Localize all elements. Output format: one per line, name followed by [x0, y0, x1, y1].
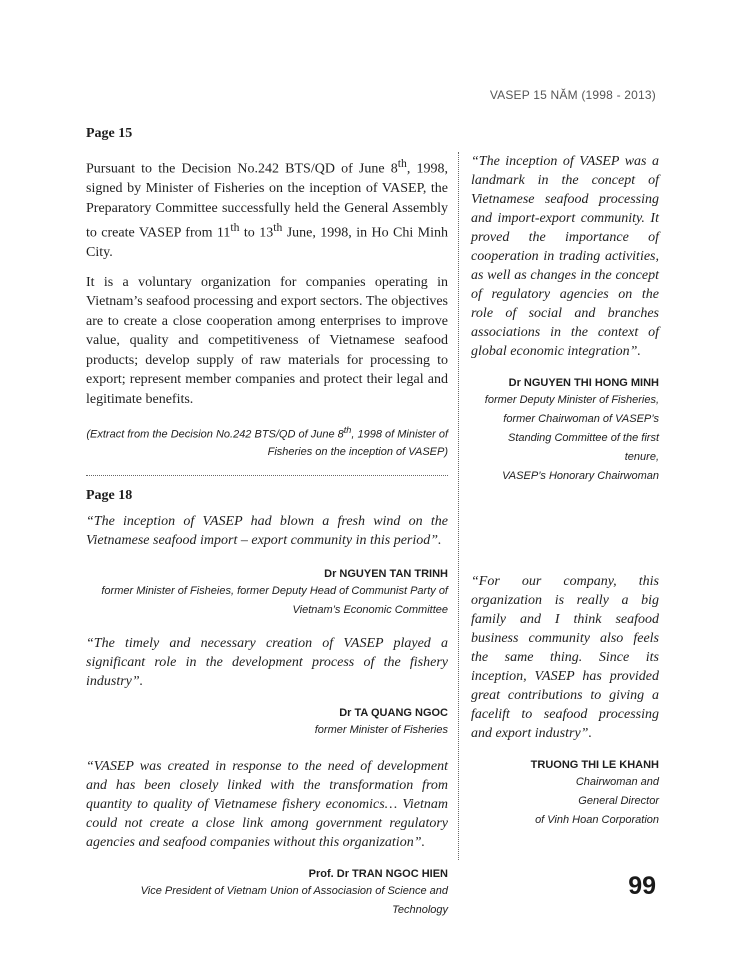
para1-part2: , 1998, signed by Minister of Fisheries on the inception of VASEP, the Preparatory Committee successfully held the General Assembly to create VASEP from 11 — [86, 161, 449, 241]
quote-ta-quang-ngoc: “The timely and necessary creation of VASEP played a significant role in the development process of the fishery industry”. — [86, 635, 448, 689]
speaker-title-line: former Minister of Fisheries — [314, 723, 448, 736]
section-divider — [86, 475, 448, 476]
para1-part4: June, 1998, in Ho Chi Minh City. — [86, 225, 449, 261]
speaker-name: Dr NGUYEN THI HONG MINH — [508, 377, 659, 389]
speaker-name: Dr NGUYEN TAN TRINH — [324, 567, 448, 580]
right-column — [471, 152, 659, 830]
speaker-title-line: former Minister of Fisheies, former Deputy Head of Communist Party of — [101, 584, 448, 597]
para1-sup2: th — [230, 221, 240, 235]
speaker-title-line: VASEP’s Honorary Chairwoman — [502, 470, 659, 482]
speaker-title-line: General Director — [578, 795, 659, 807]
page18-heading: Page 18 — [86, 487, 133, 503]
para1-part1: Pursuant to the Decision No.242 BTS/QD of June 8 — [86, 161, 398, 177]
extract-sup: th — [343, 425, 352, 436]
running-header: VASEP 15 NĂM (1998 - 2013) — [489, 88, 656, 102]
quote-nguyen-tan-trinh: “The inception of VASEP had blown a fresh wind on the Vietnamese seafood import – export community in this period”. — [86, 513, 448, 548]
page-number: 99 — [628, 872, 656, 900]
extract-part2: , 1998 of Minister of Fisheries on the inception of VASEP) — [267, 428, 448, 458]
speaker-name: Prof. Dr TRAN NGOC HIEN — [308, 867, 448, 880]
extract-part1: (Extract from the Decision No.242 BTS/QD of June 8 — [86, 428, 344, 441]
quote-tran-ngoc-hien: “VASEP was created in response to the need of development and has been closely linked with the transformation from quantity to quality of Vietnamese fishery economics… Vietnam could not create a close link among government regulatory agencies and seafood companies without this organization”. — [86, 758, 448, 850]
para1-sup3: th — [273, 221, 283, 235]
speaker-title-line: Vice President of Vietnam Union of Associasion of Science and Technology — [140, 884, 448, 916]
speaker-name: Dr TA QUANG NGOC — [339, 706, 448, 719]
quote-nguyen-thi-hong-minh: “The inception of VASEP was a landmark in the concept of Vietnamese seafood processing and import-export community. It proved the importance of cooperation in trading activities, as well as changes in the concept of regulatory agencies on the role of social and branches associations in the context of global economic integration”. — [471, 154, 659, 359]
speaker-title-line: Vietnam’s Economic Committee — [292, 603, 448, 616]
speaker-title-line: former Chairwoman of VASEP’s — [503, 413, 659, 425]
speaker-title-line: former Deputy Minister of Fisheries, — [484, 394, 659, 406]
page15-extract-note — [86, 422, 448, 461]
speaker-title-line: of Vinh Hoan Corporation — [535, 814, 659, 826]
speaker-title-line: Standing Committee of the first tenure, — [507, 432, 659, 463]
column-divider — [458, 152, 459, 860]
page15-heading: Page 15 — [86, 126, 133, 141]
quote-truong-thi-le-khanh: “For our company, this organization is really a big family and I think seafood business community also feels the same thing. Since its inception, VASEP has provided great contributions to giving a facelift to seafood processing and export industry”. — [471, 574, 659, 741]
page15-paragraph-1 — [86, 154, 448, 263]
para1-part3: to 13 — [239, 225, 274, 241]
left-column — [86, 126, 448, 920]
speaker-name: TRUONG THI LE KHANH — [530, 759, 659, 771]
para1-sup1: th — [397, 157, 407, 170]
speaker-title-line: Chairwoman and — [575, 776, 659, 788]
page15-paragraph-2: It is a voluntary organization for companies operating in Vietnam’s seafood processing and export sectors. The objectives are to create a close cooperation among enterprises to improve value, quality and competitiveness of Vietnamese seafood products; develop supply of raw materials for processing to export; represent member companies and protect their legal and legitimate benefits. — [86, 274, 448, 407]
